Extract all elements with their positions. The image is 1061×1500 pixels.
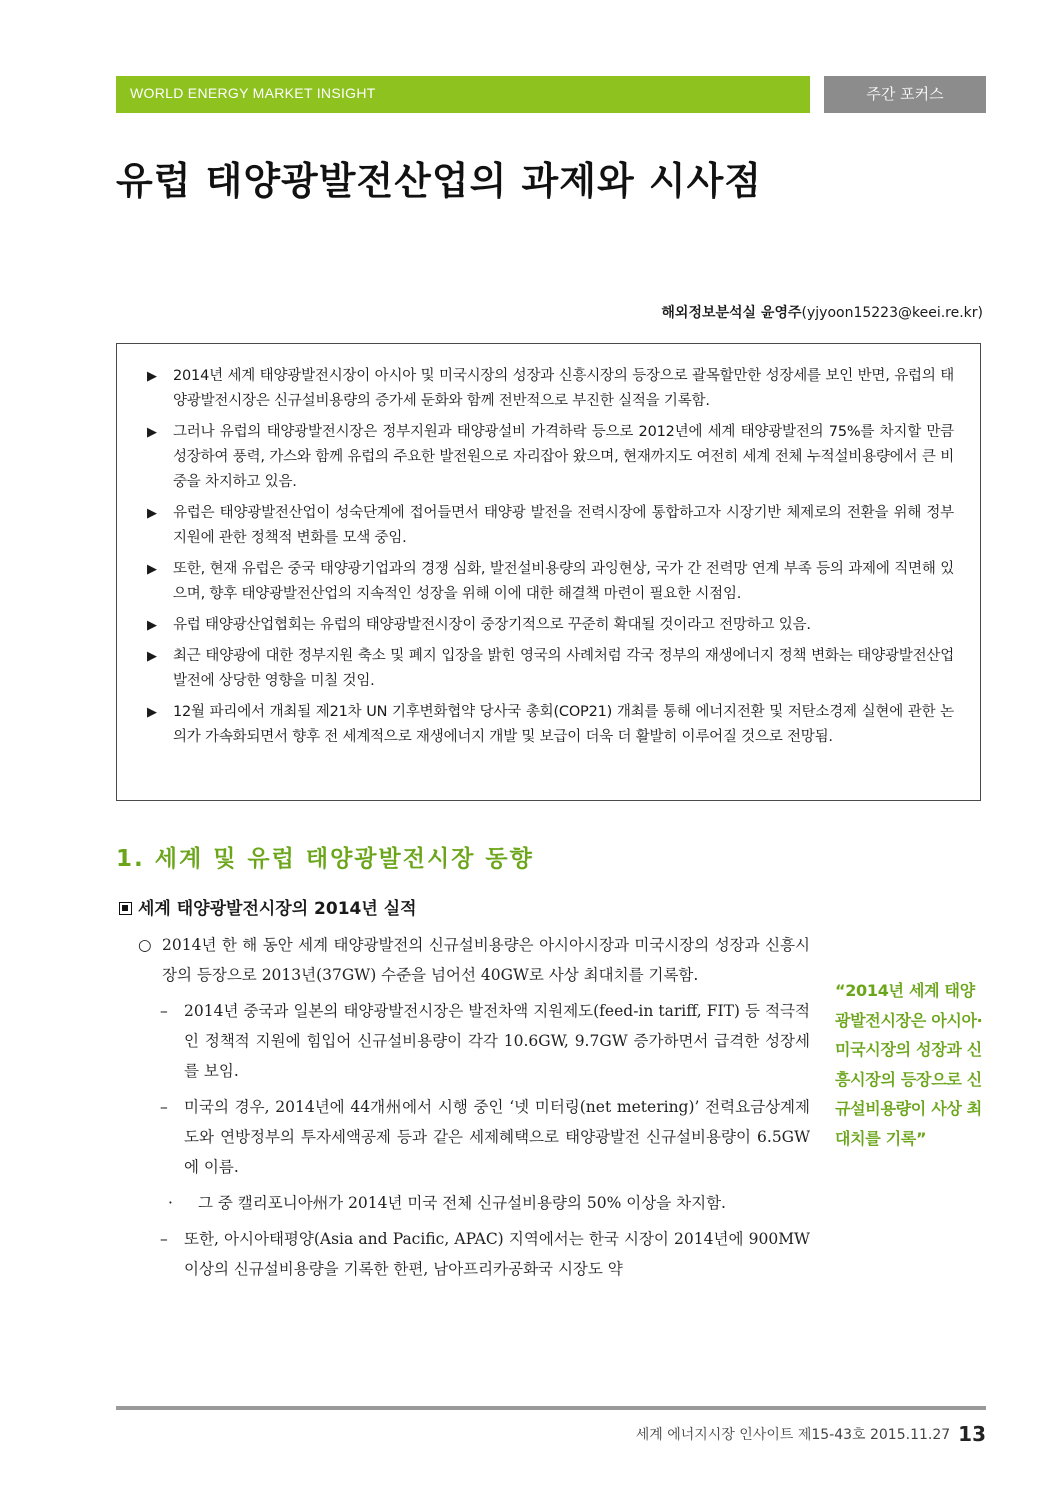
summary-item: ▶ 유럽은 태양광발전산업이 성숙단계에 접어들면서 태양광 발전을 전력시장에 통합하고자 시장기반 체제로의 전환을 위해 정부지원에 관한 정책적 변화를 모색 중임. [147,501,954,551]
header-category-tab: 주간 포커스 [824,76,986,113]
body-paragraph: ○ 2014년 한 해 동안 세계 태양광발전의 신규설비용량은 아시아시장과 미국시장의 성장과 신흥시장의 등장으로 2013년(37GW) 수준을 넘어선 40GW로 사상 최대치를 기록함. [116,930,810,990]
summary-item: ▶ 또한, 현재 유럽은 중국 태양광기업과의 경쟁 심화, 발전설비용량의 과잉현상, 국가 간 전력망 연계 부족 등의 과제에 직면해 있으며, 향후 태양광발전산업의 지속적인 성장을 위해 이에 대한 해결책 마련이 필요한 시점임. [147,557,954,607]
dot-bullet-icon: · [168,1194,173,1212]
summary-item: ▶ 12월 파리에서 개최될 제21차 UN 기후변화협약 당사국 총회(COP21) 개최를 통해 에너지전환 및 저탄소경제 실현에 관한 논의가 가속화되면서 향후 전 세계적으로 재생에너지 개발 및 보급이 더욱 더 활발히 이루어질 것으로 전망됨. [147,700,954,750]
pull-quote: “2014년 세계 태양광발전시장은 아시아·미국시장의 성장과 신흥시장의 등장으로 신규설비용량이 사상 최대치를 기록” [835,981,983,1148]
footer [636,1420,986,1444]
circle-bullet-icon: ○ [138,936,152,954]
footer-divider [116,1406,986,1410]
body-paragraph: – 또한, 아시아태평양(Asia and Pacific, APAC) 지역에서는 한국 시장이 2014년에 900MW 이상의 신규설비용량을 기록한 한편, 남아프리카공화국 시장도 약 [116,1224,810,1284]
author-line [661,302,983,322]
dash-bullet-icon: – [160,1098,168,1116]
body-paragraph: – 2014년 중국과 일본의 태양광발전시장은 발전차액 지원제도(feed-in tariff, FIT) 등 적극적인 정책적 지원에 힘입어 신규설비용량이 각각 10.6GW, 9.7GW 증가하면서 급격한 성장세를 보임. [116,996,810,1086]
page-number: 13 [958,1422,986,1446]
triangle-bullet-icon: ▶ [147,506,157,521]
summary-item: ▶ 최근 태양광에 대한 정부지원 축소 및 폐지 입장을 밝힌 영국의 사례처럼 각국 정부의 재생에너지 정책 변화는 태양광발전산업 발전에 상당한 영향을 미칠 것임. [147,644,954,694]
footer-publication: 세계 에너지시장 인사이트 제15-43호 2015.11.27 [635,1427,951,1443]
dash-bullet-icon: – [160,1230,168,1248]
summary-item: ▶ 유럽 태양광산업협회는 유럽의 태양광발전시장이 중장기적으로 꾸준히 확대될 것이라고 전망하고 있음. [147,613,954,638]
subsection-heading: 세계 태양광발전시장의 2014년 실적 [116,894,417,919]
summary-list [117,344,980,750]
triangle-bullet-icon: ▶ [147,369,157,384]
body-paragraph: – 미국의 경우, 2014년에 44개州에서 시행 중인 ‘넷 미터링(net metering)’ 전력요금상계제도와 연방정부의 투자세액공제 등과 같은 세제혜택으로 태양광발전 신규설비용량이 6.5GW에 이름. [116,1092,810,1182]
body-text [116,930,810,1290]
body-paragraph: · 그 중 캘리포니아州가 2014년 미국 전체 신규설비용량의 50% 이상을 차지함. [116,1188,810,1218]
triangle-bullet-icon: ▶ [147,649,157,664]
author-name: 해외정보분석실 윤영주 [661,305,802,321]
section-title: 1. 세계 및 유럽 태양광발전시장 동향 [116,846,534,872]
triangle-bullet-icon: ▶ [147,562,157,577]
page-title: 유럽 태양광발전산업의 과제와 시사점 [116,159,763,203]
summary-item: ▶ 그러나 유럽의 태양광발전시장은 정부지원과 태양광설비 가격하락 등으로 2012년에 세계 태양광발전의 75%를 차지할 만큼 성장하여 풍력, 가스와 함께 유럽의 주요한 발전원으로 자리잡아 왔으며, 현재까지도 여전히 세계 전체 누적설비용량에서 큰 비중을 차지하고 있음. [147,420,954,495]
square-bullet-icon [119,902,132,915]
dash-bullet-icon: – [160,1002,168,1020]
summary-box [116,343,981,801]
triangle-bullet-icon: ▶ [147,618,157,633]
header-title: WORLD ENERGY MARKET INSIGHT [130,85,376,101]
summary-item: ▶ 2014년 세계 태양광발전시장이 아시아 및 미국시장의 성장과 신흥시장의 등장으로 괄목할만한 성장세를 보인 반면, 유럽의 태양광발전시장은 신규설비용량의 증가세 둔화와 함께 전반적으로 부진한 실적을 기록함. [147,364,954,414]
header-bar [116,76,810,113]
author-email: (yjyoon15223@keei.re.kr) [801,305,983,321]
triangle-bullet-icon: ▶ [147,425,157,440]
triangle-bullet-icon: ▶ [147,705,157,720]
